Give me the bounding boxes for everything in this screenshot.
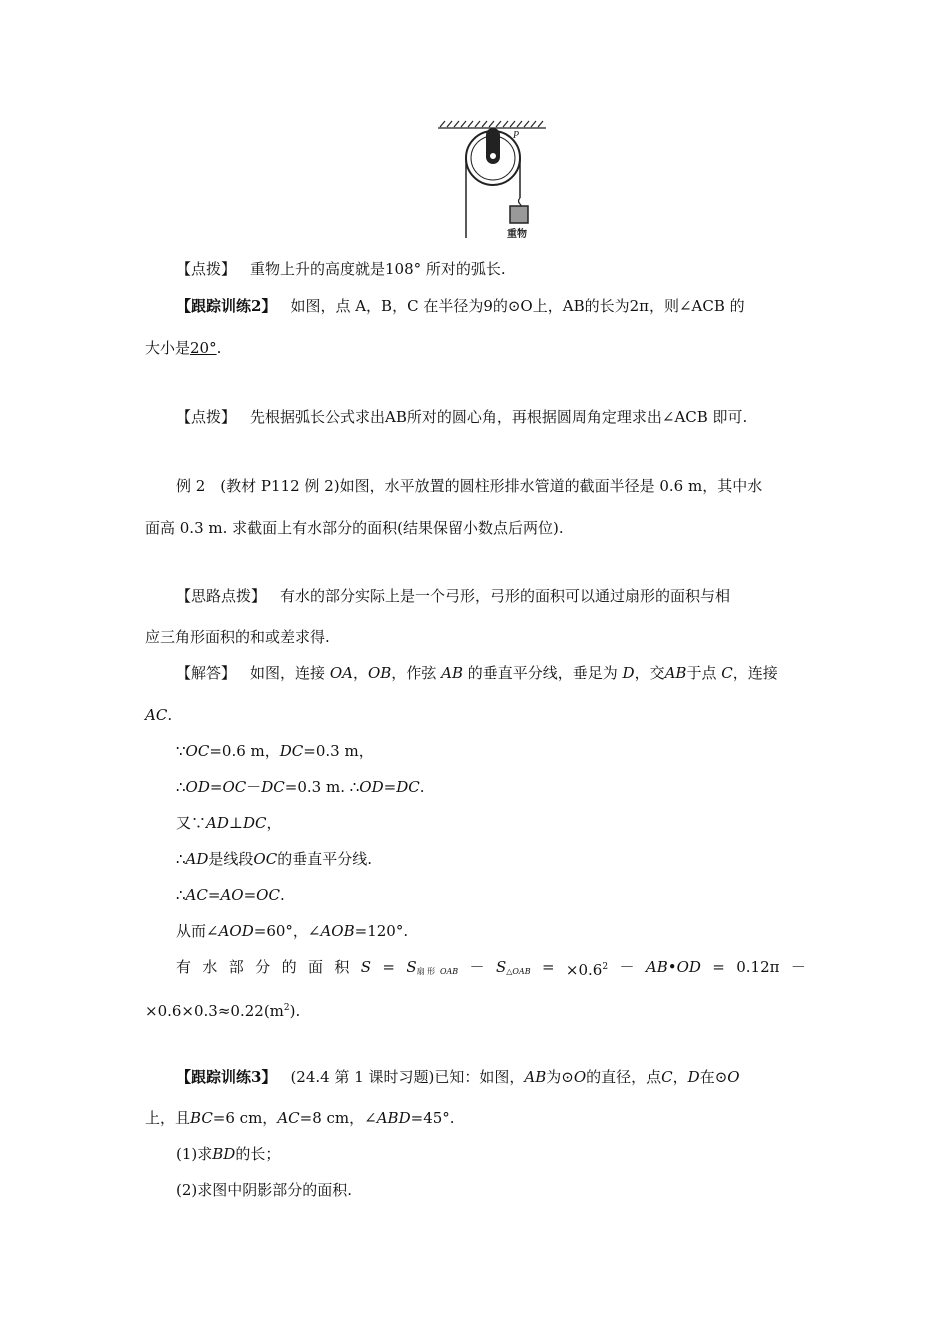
solution-tag: 【解答】 bbox=[176, 664, 237, 682]
pulley-figure bbox=[436, 118, 551, 243]
exercise3-question2: (2)求图中阴影部分的面积. bbox=[176, 1181, 353, 1199]
solution-step2: ∴OD=OC－DC=0.3 m. ∴OD=DC. bbox=[176, 778, 425, 796]
exercise3-tag: 【跟踪训练3】 bbox=[176, 1068, 277, 1086]
solution-step6: 从而∠AOD=60°，∠AOB=120°. bbox=[176, 922, 409, 940]
example2-line2: 面高 0.3 m. 求截面上有水部分的面积(结果保留小数点后两位). bbox=[145, 519, 564, 537]
solution-step5: ∴AC=AO=OC. bbox=[176, 886, 285, 904]
exercise3-line1: 【跟踪训练3】 (24.4 第 1 课时习题)已知：如图，AB为⊙O的直径，点C，D在⊙O bbox=[176, 1068, 740, 1086]
hint-paragraph-2: 【点拨】 先根据弧长公式求出AB所对的圆心角，再根据圆周角定理求出∠ACB 即可. bbox=[176, 408, 748, 426]
area-formula-line1: 有 水 部 分 的 面 积 S = $S_{扇 形}$ $_{OAB}$ － $S_{\triangle OAB}$ = $\times 0.6^2$ － AB•OD = 0.12π － bbox=[176, 958, 806, 979]
solution-step3: 又∵AD⊥DC， bbox=[176, 814, 282, 832]
solution-line1: 【解答】 如图，连接 OA，OB，作弦 AB 的垂直平分线，垂足为 D，交AB于点 C，连接 bbox=[176, 664, 778, 682]
exercise2-tag: 【跟踪训练2】 bbox=[176, 297, 277, 315]
example2-line1: 例 2 (教材 P112 例 2)如图，水平放置的圆柱形排水管道的截面半径是 0.6 m，其中水 bbox=[176, 477, 763, 495]
weight-block bbox=[510, 206, 528, 223]
weight-label: 重物 bbox=[507, 229, 527, 240]
area-formula-line2: $\times 0.6\times 0.3\approx 0.22(m^2)$. bbox=[145, 1002, 301, 1020]
hint-tag: 【点拨】 bbox=[176, 260, 237, 278]
exercise3-question1: (1)求BD的长； bbox=[176, 1145, 281, 1163]
point-p-label: P bbox=[513, 130, 520, 141]
idea-line1: 【思路点拨】 有水的部分实际上是一个弓形，弓形的面积可以通过扇形的面积与相 bbox=[176, 587, 731, 605]
hint-text: 重物上升的高度就是108° 所对的弧长. bbox=[250, 260, 506, 278]
solution-line2: AC. bbox=[145, 706, 173, 724]
ceiling bbox=[438, 121, 546, 128]
hint-tag: 【点拨】 bbox=[176, 408, 237, 426]
exercise2-answer: 20° bbox=[190, 339, 217, 357]
hint-paragraph-1 bbox=[176, 259, 506, 279]
exercise2-line2: 大小是20°. bbox=[145, 339, 222, 357]
solution-step4: ∴AD是线段OC的垂直平分线. bbox=[176, 850, 372, 868]
solution-step1: ∵OC=0.6 m，DC=0.3 m， bbox=[176, 742, 374, 760]
idea-tag: 【思路点拨】 bbox=[176, 587, 267, 605]
exercise2-line1: 【跟踪训练2】 如图，点 A，B，C 在半径为9的⊙O上，AB的长为2π，则∠ACB 的 bbox=[176, 297, 745, 315]
exercise3-line2: 上，且BC=6 cm，AC=8 cm，∠ABD=45°. bbox=[145, 1109, 455, 1127]
idea-line2: 应三角形面积的和或差求得. bbox=[145, 628, 330, 646]
